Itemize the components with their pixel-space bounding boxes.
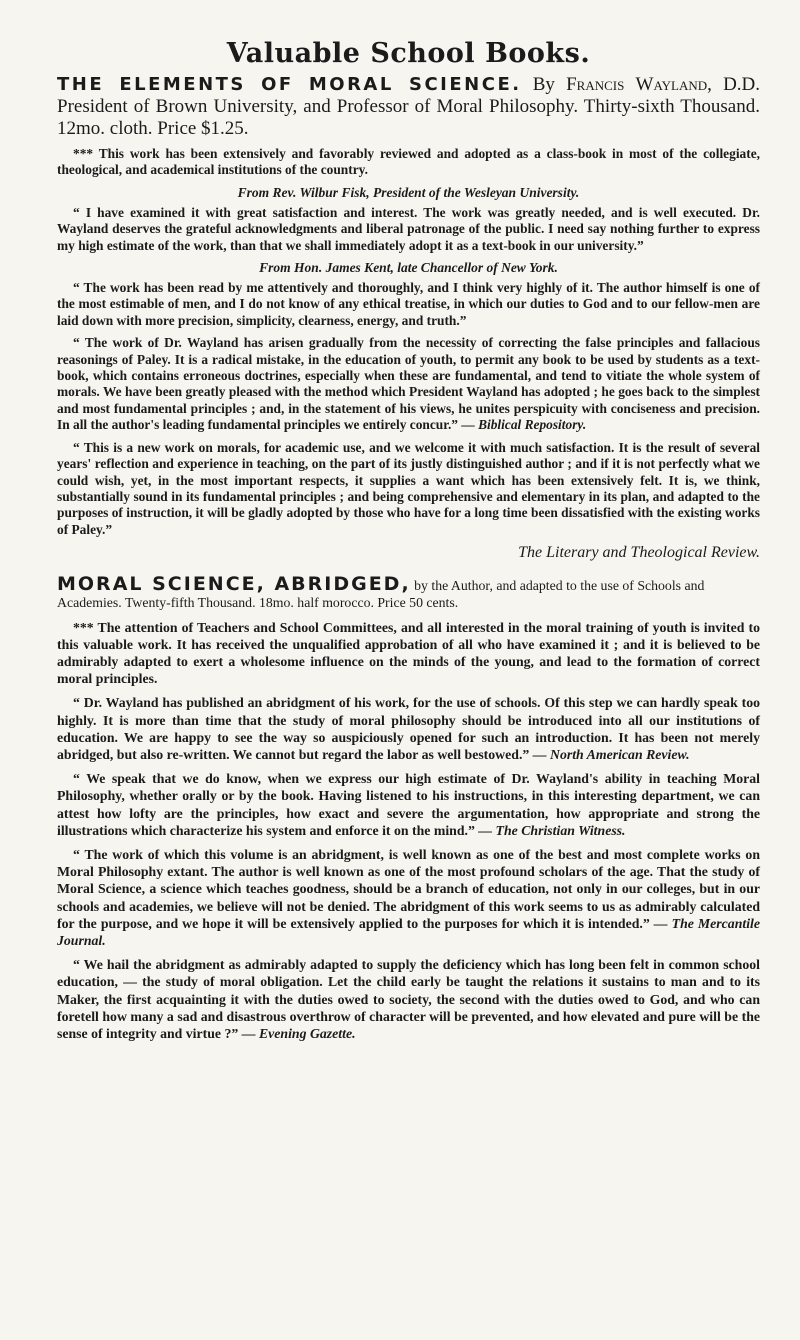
review-item [57,260,760,329]
publisher-notice: *** This work has been extensively and favorably reviewed and adopted as a class-book in most of the collegiate, theological, and academical institutions of the country. [57,146,760,178]
review-item [57,185,760,254]
review-source: — The Mercantile Journal. [57,915,760,948]
review-text: “ We hail the abridgment as admirably adapted to supply the deficiency which has long been felt in common school education, — the study of moral obligation. Let the child early be taught the relations it sustains to man and to its Maker, the first acquainting it with the duties owed to society, the second with the duties owed to God, and who can foretell how many a sad and disastrous overthrow of character will be prevented, and how elevated and pure will be the sense of integrity and virtue ?” [57,957,760,1041]
publisher-notice: *** The attention of Teachers and School Committees, and all interested in the moral training of youth is invited to this valuable work. It has received the unqualified approbation of all who have examined it ; and it is believed to be admirably adapted to exert a wholesome influence on the minds of the young, and lead to the formation of correct moral principles. [57,619,760,687]
review-paragraph [57,956,760,1042]
review-text: “ The work of which this volume is an abridgment, is well known as one of the best and most complete works on Moral Philosophy extant. The author is well known as one of the most profound scholars of the age. That the study of Moral Science, a science which teaches goodness, should be a branch of education, not only in our colleges, but in our schools and academies, we believe will not be denied. The abridgment of this work seems to us as admirably calculated for the purpose, and we hope it will be extensively applied to the purposes for which it is intended.” [57,846,760,931]
review-text: “ The work has been read by me attentively and thoroughly, and I think very highly of it. The author himself is one of the most estimable of men, and I do not know of any ethical treatise, in which our duties to God and to our fellow-men are laid down with more precision, simplicity, clearness, energy, and truth.” [57,280,760,328]
review-paragraph [57,335,760,433]
review-text: “ Dr. Wayland has published an abridgment of his work, for the use of schools. Of this step we can hardly speak too highly. It is more than time that the study of moral philosophy should be introduced into all our institutions of education. We are happy to see the way so auspiciously opened for such an introduction. It has been not merely abridged, but also re-written. We cannot but regard the labor as well bestowed.” [57,695,760,762]
review-paragraph [57,694,760,763]
review-paragraph [57,770,760,839]
review-item [57,846,760,949]
review-paragraph [57,846,760,949]
review-item [57,440,760,562]
book-details: D.D. President of Brown University, and Professor of Moral Philosophy. Thirty-sixth Thousand. 12mo. cloth. Price $1.25. [57,74,761,139]
book-details: by the Author, and adapted to the use of Schools and Academies. Twenty-fifth Thousand. 18mo. half morocco. Price 50 cents. [57,578,705,611]
author-first-name: Francis [566,74,625,95]
review-item [57,335,760,433]
book-moral-science-abridged [57,573,760,1042]
book-elements-of-moral-science [57,74,760,562]
review-item [57,770,760,839]
book-title: THE ELEMENTS OF MORAL SCIENCE. [57,74,522,95]
review-source: — The Christian Witness. [474,822,626,838]
review-source-heading: From Rev. Wilbur Fisk, President of the Wesleyan University. [237,184,580,200]
review-text: “ The work of Dr. Wayland has arisen gradually from the necessity of correcting the false principles and fallacious reasonings of Paley. It is a radical mistake, in the education of youth, to permit any book to be used by students as a text-book, which contains erroneous doctrines, especially when these are fundamental, and tend to vitiate the whole system of morals. We have been greatly pleased with the method which President Wayland has adopted ; he goes back to the simplest and most fundamental principles ; and, in the statement of his views, he unites perspicuity with conciseness and precision. In all the author's leading fundamental principles we entirely concur.” [57,335,760,433]
review-source: — Biblical Repository. [458,417,587,433]
book-title: MORAL SCIENCE, ABRIDGED, [57,573,411,596]
review-text: “ I have examined it with great satisfaction and interest. The work was greatly needed, and is well executed. Dr. Wayland deserves the grateful acknowledgments and liberal patronage of the public. I need say nothing further to express my high estimate of the work, than that we shall immediately adopt it as a text-book in our university.” [57,204,760,253]
author-last-name: Wayland, [635,74,712,95]
page-title: Valuable School Books. [226,38,591,69]
book-heading [57,74,760,140]
review-source: The Literary and Theological Review. [518,544,760,562]
review-item [57,956,760,1042]
review-item [57,694,760,763]
book-heading [57,573,760,611]
review-text: “ This is a new work on morals, for academic use, and we welcome it with much satisfaction. It is the result of several years' reflection and experience in teaching, on the part of its justly distinguished author ; and if it is not perfectly what we could wish, yet, in the most important respects, it supplies a want which has been extensively felt. It is, we think, substantially sound in its fundamental principles ; and being comprehensive and elementary in its plan, and adapted to the purposes of instruction, it will be gladly adopted by those who have for a long time been dissatisfied with the existing works of Paley.” [57,439,760,537]
review-source: — Evening Gazette. [238,1026,356,1041]
review-source: — North American Review. [529,746,690,762]
review-text: “ We speak that we do know, when we express our high estimate of Dr. Wayland's ability in teaching Moral Philosophy, whether orally or by the book. Having listened to his instructions, in this interesting department, we can attest how lofty are the principles, how exact and severe the argumentation, how appropriate and strong the illustrations which characterize his system and enforce it on the mind.” [57,771,760,838]
review-source-heading: From Hon. James Kent, late Chancellor of New York. [259,260,558,276]
by-label: By [532,74,555,95]
